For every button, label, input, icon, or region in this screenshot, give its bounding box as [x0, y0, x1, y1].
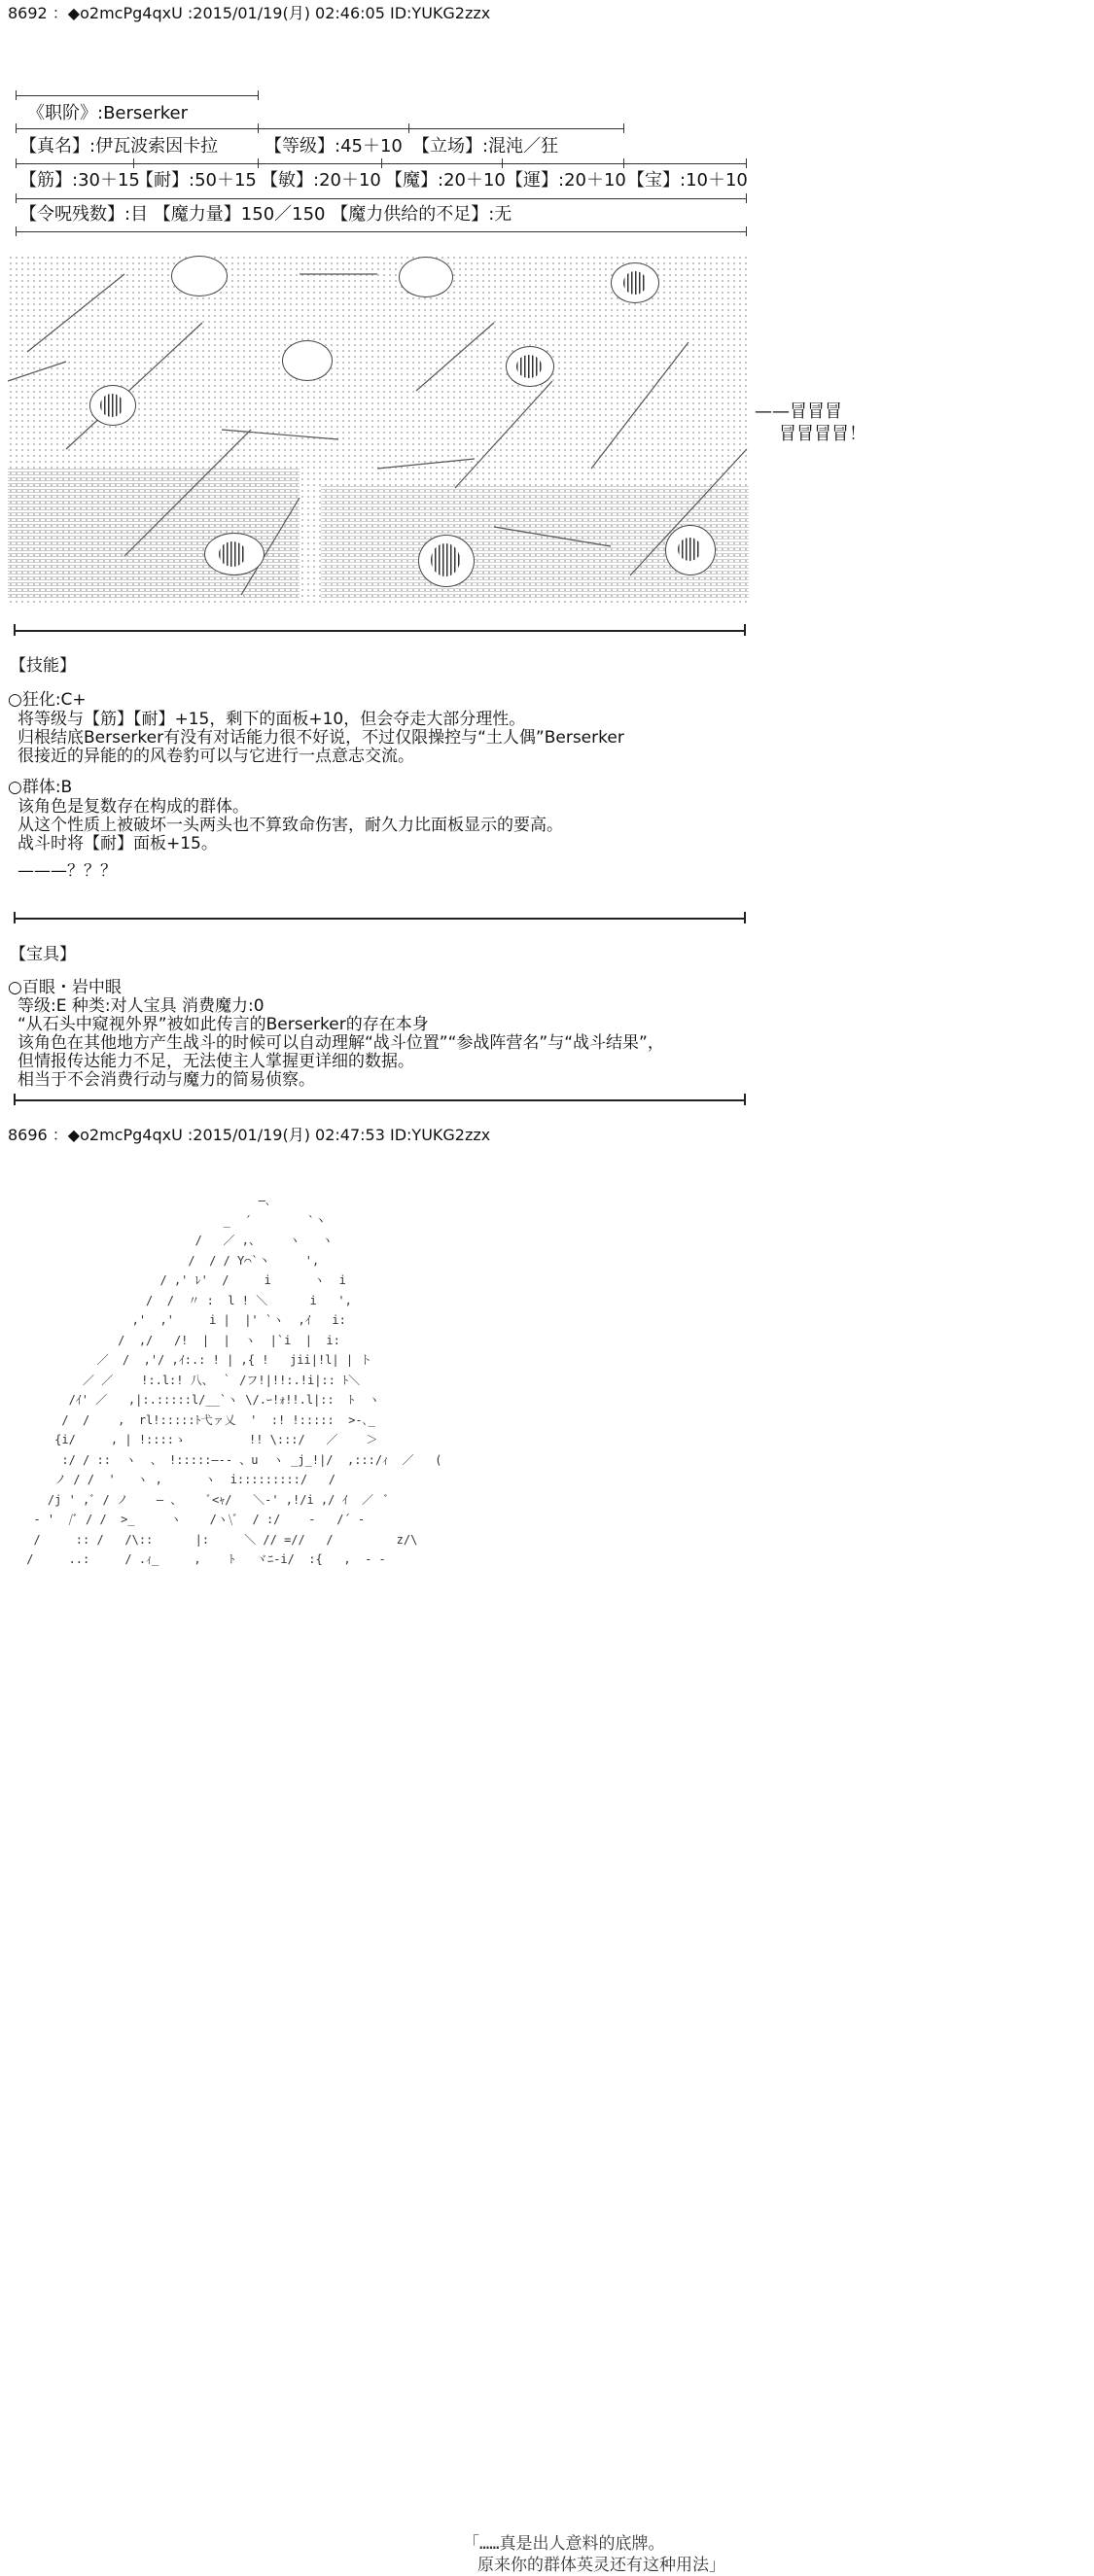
- skill-2-desc-3: 战斗时将【耐】面板+15。: [18, 834, 218, 853]
- alignment: 【立场】:混沌／狂: [412, 136, 559, 157]
- skill-1-desc-3: 很接近的异能的的风卷豹可以与它进行一点意志交流。: [18, 747, 414, 766]
- skill-2-desc-2: 从这个性质上被破坏一头两头也不算致命伤害，耐久力比面板显示的要高。: [18, 816, 563, 835]
- speech-line-2: 原来你的群体英灵还有这种用法」: [477, 2556, 725, 2575]
- np-desc-1: 等级:E 种类:对人宝具 消费魔力:0: [18, 996, 265, 1016]
- np-desc-4: 但情报传达能力不足，无法使主人掌握更详细的数据。: [18, 1052, 414, 1071]
- stat-luk: 【運】:20＋10: [506, 170, 626, 191]
- speech-line-1: 「……真是出人意料的底牌。: [463, 2534, 665, 2554]
- np-name: ○百眼・岩中眼: [8, 978, 122, 997]
- stat-np: 【宝】:10＋10: [627, 170, 748, 191]
- separator: [14, 1099, 745, 1101]
- skill-2-desc-4: ———？？？: [18, 861, 117, 881]
- class-label: 《职阶》:Berserker: [27, 103, 188, 123]
- ascii-art-character: ―､ _ ´ `丶 / ／ ,、 ヽ ヽ / / / Y⌒`丶 ', / ,' ﾚ' / i ヽ i / / 〃 : l ! ＼ i ', ,' ,' i | |' `ヽ ,ｲ i: / ,/ /! | | ヽ |`i | i: ／ / ,'/ ,ｲ:.: ! | ,{ ! jii|!l| | ト ／ ／ !:.l:! 八、 ｀ /フ!|!!:.!i|:: ﾄ＼ /ｲ' ／ ,|:.:::::l/__`ヽ \/.ｰ!ｫ!!.l|:: ﾄ ヽ / / , rl!:::::ﾄ弋ァ乂 ' :! !::::: >-､_ {i/ , | !::::ゝ !! \:::/ ／ ＞ :/ / :: ヽ 、 !:::::―‐- 、u ヽ _j_!|/ ,:::/ｨ ／ ( ノ / / ' ヽ , ヽ i:::::::::/ / /j ' ,ﾞ / ノ ― 、 ﾞ<ｬ/ ＼-' ,!/i ,/ ｲ ／ ﾞ - ' /ﾞ / / >_ ヽ /ヽ\ﾞ / :/ - /´ - / :: / /\:: |: ＼ // =// / z/\ / ..: / .ｨ_ , ﾄ ヾﾆ-i/ :{ , ‐ ‐ 「……真是出人意料的底牌。 原来你的群体英灵还有这种用法」: [26, 1194, 725, 2575]
- skills-title: 【技能】: [10, 656, 76, 676]
- true-name: 【真名】:伊瓦波索因卡拉: [19, 136, 219, 157]
- stat-mag: 【魔】:20＋10: [385, 170, 506, 191]
- sfx-line-2: 冒冒冒冒！: [779, 424, 866, 444]
- stat-end: 【耐】:50＋15: [136, 170, 257, 191]
- np-desc-3: 该角色在其他地方产生战斗的时候可以自动理解“战斗位置”“参战阵营名”与“战斗结果”，: [18, 1033, 664, 1053]
- stat-agi: 【敏】:20＋10: [261, 170, 381, 191]
- skill-2-desc-1: 该角色是复数存在构成的群体。: [18, 797, 249, 817]
- post-header: 8696 ：◆o2mcPg4qxU :2015/01/19(月) 02:47:53 ID:YUKG2zzx: [8, 1126, 491, 1144]
- command-spells: 【令呪残数】:目 【魔力量】150／150 【魔力供给的不足】:无: [19, 204, 512, 225]
- skill-1-desc-1: 将等级与【筋】【耐】+15，剩下的面板+10，但会夺走大部分理性。: [18, 710, 526, 729]
- rock-outline-strokes: [8, 255, 752, 609]
- level: 【等级】:45＋10: [265, 136, 403, 157]
- np-desc-5: 相当于不会消费行动与魔力的简易侦察。: [18, 1070, 315, 1090]
- sfx-line-1: ——冒冒冒: [755, 401, 842, 422]
- separator: [14, 630, 745, 632]
- skill-2-name: ○群体:B: [8, 778, 73, 797]
- np-desc-2: “从石头中窥视外界”被如此传言的Berserker的存在本身: [18, 1015, 429, 1034]
- post-header: 8692 ：◆o2mcPg4qxU :2015/01/19(月) 02:46:05 ID:YUKG2zzx: [8, 4, 491, 22]
- skill-1-name: ○狂化:C+: [8, 690, 87, 710]
- skill-1-desc-2: 归根结底Berserker有没有对话能力很不好说，不过仅限操控与“土人偶”Berserker: [18, 728, 624, 748]
- stat-str: 【筋】:30＋15: [19, 170, 140, 191]
- separator: [14, 918, 745, 920]
- np-title: 【宝具】: [10, 945, 76, 964]
